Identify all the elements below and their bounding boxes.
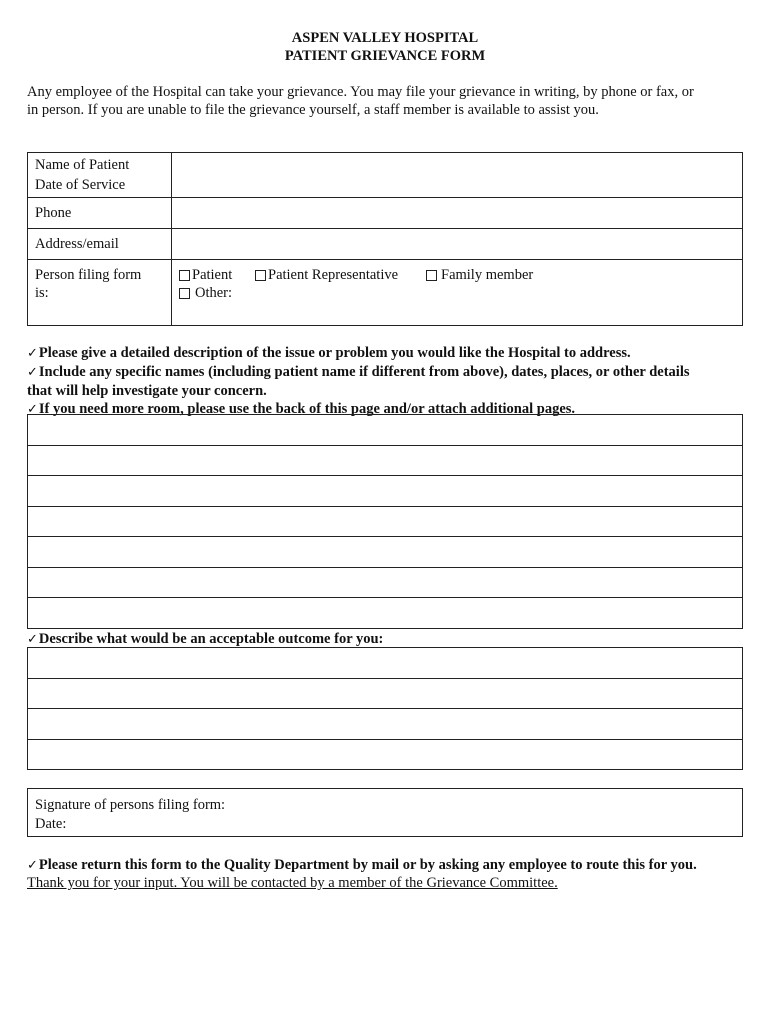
return-instruction: ✓Please return this form to the Quality Department by mail or by asking any employee to route this for you. (27, 857, 697, 873)
description-line[interactable] (28, 415, 742, 446)
outcome-lines (27, 647, 743, 770)
signature-box[interactable] (27, 788, 743, 837)
phone-field[interactable] (172, 198, 743, 229)
other-checkbox[interactable] (179, 288, 190, 299)
person-filing-options-cell (172, 260, 743, 326)
patient-checkbox[interactable] (179, 270, 190, 281)
other-option-label: Other: (195, 285, 233, 301)
other-option[interactable] (179, 284, 232, 302)
patient-option[interactable] (179, 266, 255, 284)
outcome-line[interactable] (28, 740, 742, 769)
person-filing-label-cell (28, 260, 172, 326)
date-of-service-label: Date of Service (35, 177, 126, 193)
intro-paragraph (27, 83, 747, 119)
patient-option-label: Patient (192, 267, 233, 283)
patient-info-table (27, 152, 743, 326)
intro-line-1: Any employee of the Hospital can take your grievance. You may file your grievance in writing, by phone or fax, or (27, 84, 694, 100)
address-label-cell (28, 229, 172, 260)
description-instructions (27, 344, 743, 419)
name-date-field[interactable] (172, 153, 743, 198)
outcome-line[interactable] (28, 648, 742, 679)
patient-name-label: Name of Patient (35, 157, 130, 173)
family-option[interactable] (426, 266, 533, 284)
representative-option[interactable] (255, 266, 426, 284)
checkmark-icon: ✓ (27, 632, 38, 647)
other-option-row (179, 284, 735, 302)
intro-line-2: in person. If you are unable to file the grievance yourself, a staff member is available to assist you. (27, 102, 599, 118)
description-line[interactable] (28, 476, 742, 507)
representative-option-label: Patient Representative (268, 267, 399, 283)
checkmark-icon: ✓ (27, 402, 38, 417)
form-title-hospital: ASPEN VALLEY HOSPITAL (291, 30, 479, 46)
description-line[interactable] (28, 568, 742, 599)
outcome-line[interactable] (28, 709, 742, 740)
checkmark-icon: ✓ (27, 365, 38, 380)
description-instruction-3: ✓If you need more room, please use the back of this page and/or attach additional pages. (27, 401, 576, 417)
description-line[interactable] (28, 507, 742, 538)
description-instruction-1: ✓Please give a detailed description of the issue or problem you would like the Hospital to address. (27, 345, 631, 361)
description-line[interactable] (28, 537, 742, 568)
checkmark-icon: ✓ (27, 346, 38, 361)
description-instruction-2: ✓Include any specific names (including patient name if different from above), dates, places, or other details (27, 364, 690, 380)
checkmark-icon: ✓ (27, 858, 38, 873)
outcome-line[interactable] (28, 679, 742, 710)
thank-you-note: Thank you for your input. You will be contacted by a member of the Grievance Committee. (27, 875, 558, 891)
person-filing-options-row (179, 266, 735, 284)
family-checkbox[interactable] (426, 270, 437, 281)
outcome-instruction: ✓Describe what would be an acceptable outcome for you: (27, 631, 384, 647)
description-line[interactable] (28, 598, 742, 627)
signature-date-label: Date: (35, 816, 67, 832)
address-email-label: Address/email (35, 236, 119, 252)
phone-label: Phone (35, 205, 72, 221)
description-instruction-2-cont: that will help investigate your concern. (27, 383, 267, 399)
family-option-label: Family member (441, 267, 534, 283)
description-lines (27, 414, 743, 629)
person-filing-label-line1: Person filing form (35, 267, 142, 283)
description-line[interactable] (28, 446, 742, 477)
person-filing-label-line2: is: (35, 285, 49, 301)
name-date-label-cell (28, 153, 172, 198)
address-email-field[interactable] (172, 229, 743, 260)
form-title-form-name: PATIENT GRIEVANCE FORM (284, 48, 486, 64)
representative-checkbox[interactable] (255, 270, 266, 281)
phone-label-cell (28, 198, 172, 229)
signature-label: Signature of persons filing form: (35, 797, 226, 813)
